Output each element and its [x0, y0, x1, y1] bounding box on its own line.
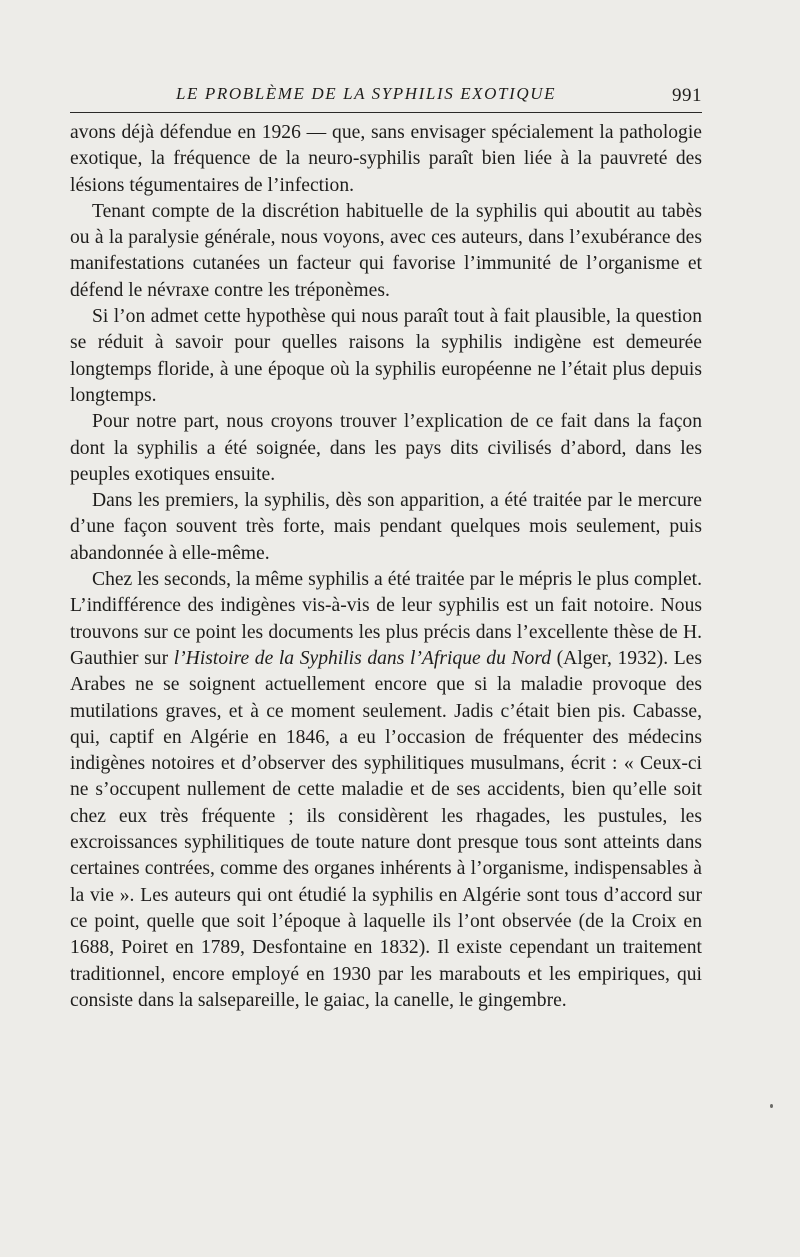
- paragraph-6: [70, 567, 702, 1014]
- paragraph-6-text-before: Chez les seconds, la même syphilis a été traitée par le mépris le plus complet. L’indifférence des indigènes vis-à-vis de leur syphilis est un fait notoire. Nous trouvons sur ce point les documents les plus précis dans l’excellente thèse de H. Gauthier sur: [70, 569, 702, 669]
- paragraph-6-text-after: (Alger, 1932). Les Arabes ne se soignent actuellement encore que si la maladie provoque des mutilations graves, et à ce moment seulement. Jadis c’était bien pis. Cabasse, qui, captif en Algérie en 1846, a eu l’occasion de fréquenter des médecins indigènes notoires et d’observer des syphilitiques musulmans, écrit : « Ceux-ci ne s’occupent nullement de cette maladie et de ses accidents, bien qu’elle soit chez eux très fréquente ; ils considèrent les rhagades, les pustules, les excroissances syphilitiques de toute nature dont presque tous sont atteints dans certaines contrées, comme des organes inhérents à l’organisme, indispensables à la vie ». Les auteurs qui ont étudié la syphilis en Algérie sont tous d’accord sur ce point, quelle que soit l’époque à laquelle ils l’ont observée (de la Croix en 1688, Poiret en 1789, Desfontaine en 1832). Il existe cependant un traitement traditionnel, encore employé en 1930 par les marabouts et les empiriques, qui consiste dans la salsepareille, le gaiac, la canelle, le gingembre.: [70, 647, 702, 1011]
- paragraph-5: Dans les premiers, la syphilis, dès son apparition, a été traitée par le mercure d’une façon souvent très forte, mais pendant quelques mois seulement, puis abandonnée à elle-même.: [70, 490, 702, 564]
- running-header: [70, 84, 702, 110]
- paragraph-3: Si l’on admet cette hypothèse qui nous paraît tout à fait plausible, la question se réduit à savoir pour quelles raisons la syphilis indigène est demeurée longtemps floride, à une époque où la syphilis européenne ne l’était plus depuis longtemps.: [70, 306, 702, 406]
- paper-speck: [770, 1104, 773, 1108]
- paragraph-4: Pour notre part, nous croyons trouver l’explication de ce fait dans la façon dont la syphilis a été soignée, dans les pays dits civilisés d’abord, dans les peuples exotiques ensuite.: [70, 411, 702, 485]
- book-title-italic: l’Histoire de la Syphilis dans l’Afrique du Nord: [173, 647, 552, 669]
- body-text: [70, 120, 702, 1014]
- header-rule: [70, 112, 702, 113]
- running-title: LE PROBLÈME DE LA SYPHILIS EXOTIQUE: [176, 84, 557, 103]
- paragraph-2: Tenant compte de la discrétion habituelle de la syphilis qui aboutit au tabès ou à la paralysie générale, nous voyons, avec ces auteurs, dans l’exubérance des manifestations cutanées un facteur qui favorise l’immunité de l’organisme et défend le névraxe contre les tréponèmes.: [70, 200, 702, 301]
- paragraph-1: avons déjà défendue en 1926 — que, sans envisager spécialement la pathologie exotique, la fréquence de la neuro-syphilis paraît bien liée à la pauvreté des lésions tégumentaires de l’infection.: [70, 122, 702, 196]
- page-number: 991: [672, 85, 702, 106]
